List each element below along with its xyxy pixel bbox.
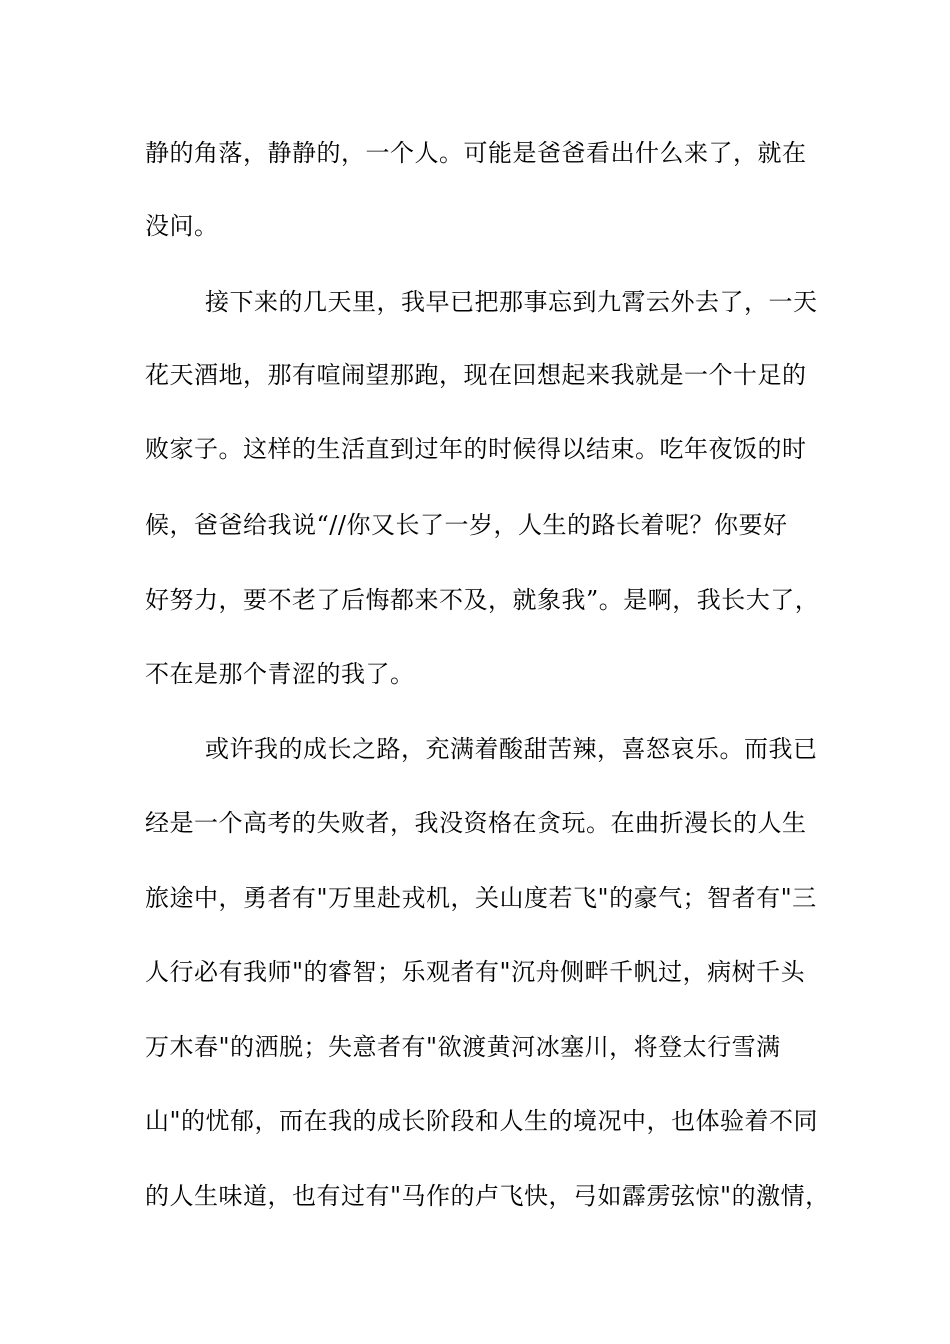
- text-line: 不在是那个青涩的我了。: [145, 660, 415, 688]
- text-line: 万木春"的洒脱；失意者有"欲渡黄河冰塞川，将登太行雪满: [145, 1033, 781, 1061]
- text-line: 的人生味道，也有过有"马作的卢飞快，弓如霹雳弦惊"的激情，: [145, 1182, 830, 1210]
- text-line: 候，爸爸给我说“//你又长了一岁，人生的路长着呢？你要好: [145, 511, 788, 539]
- text-line: 人行必有我师"的睿智；乐观者有"沉舟侧畔千帆过，病树千头: [145, 958, 806, 986]
- text-line: 败家子。这样的生活直到过年的时候得以结束。吃年夜饭的时: [145, 435, 807, 463]
- text-line: 经是一个高考的失败者，我没资格在贪玩。在曲折漫长的人生: [145, 809, 807, 837]
- text-line: 旅途中，勇者有"万里赴戎机，关山度若飞"的豪气；智者有"三: [145, 884, 817, 912]
- text-line: 静的角落，静静的，一个人。可能是爸爸看出什么来了，就在: [145, 139, 807, 167]
- paragraph-start-line: 接下来的几天里，我早已把那事忘到九霄云外去了，一天: [205, 288, 818, 316]
- paragraph-start-line: 或许我的成长之路，充满着酸甜苦辣，喜怒哀乐。而我已: [205, 735, 818, 763]
- text-line: 没问。: [145, 212, 219, 240]
- text-line: 山"的忧郁，而在我的成长阶段和人生的境况中，也体验着不同: [145, 1107, 819, 1135]
- text-line: 好努力，要不老了后悔都来不及，就象我”。是啊，我长大了，: [145, 586, 820, 614]
- text-line: 花天酒地，那有喧闹望那跑，现在回想起来我就是一个十足的: [145, 361, 807, 389]
